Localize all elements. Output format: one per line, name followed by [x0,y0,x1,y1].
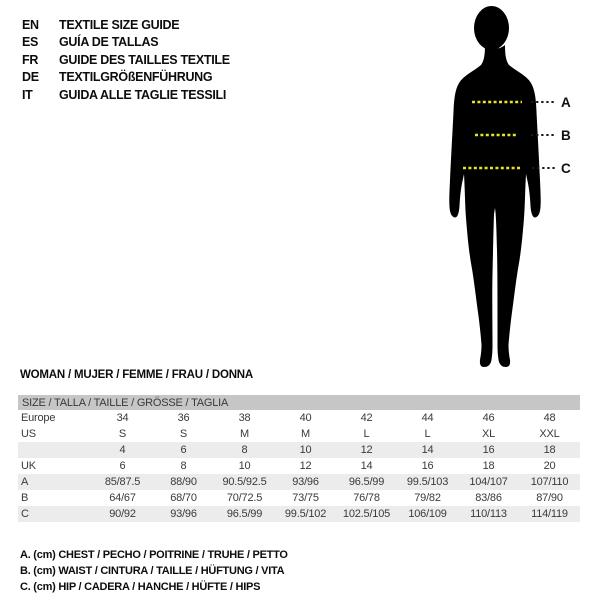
language-code: FR [22,52,39,67]
size-cell: 14 [421,444,434,456]
size-cell: 87/90 [536,492,563,504]
size-cell: 104/107 [469,476,508,488]
language-code: EN [22,17,39,32]
measurement-legend [20,547,288,595]
size-cell: M [240,428,249,440]
row-label: Europe [21,412,56,424]
size-cell: 4 [119,444,126,456]
table-row [18,426,580,442]
size-cell: 16 [482,444,495,456]
legend-line: C. (cm) HIP / CADERA / HANCHE / HÜFTE / HIPS [20,581,261,593]
language-row [22,51,230,69]
size-cell: S [118,428,127,440]
language-row [22,34,230,52]
size-cell: 8 [241,444,248,456]
size-cell: 6 [180,444,187,456]
size-cell: XL [481,428,496,440]
size-cell: 90/92 [109,508,136,520]
language-title: TEXTILE SIZE GUIDE [59,17,180,32]
language-row [22,86,230,104]
size-cell: 70/72.5 [226,492,263,504]
language-title: TEXTILGRÖßENFÜHRUNG [59,70,213,85]
size-cell: L [363,428,370,440]
size-cell: XXL [539,428,560,440]
size-cell: 83/86 [475,492,502,504]
size-table-header: SIZE / TALLA / TAILLE / GRÖSSE / TAGLIA [18,395,580,410]
size-table-body [18,410,580,522]
marker-label-c: C [561,161,571,176]
size-cell: 14 [360,460,373,472]
size-cell: 93/96 [292,476,319,488]
table-row [18,506,580,522]
size-cell: 12 [360,444,373,456]
silhouette-shape [449,6,540,367]
size-cell: 18 [543,444,556,456]
size-cell: 12 [299,460,312,472]
size-cell: 107/110 [530,476,569,488]
language-code: IT [22,87,33,102]
size-cell: L [424,428,431,440]
size-cell: 34 [116,412,129,424]
woman-silhouette-svg [430,0,590,372]
size-cell: 76/78 [353,492,380,504]
row-label: US [21,428,36,440]
size-cell: 110/113 [470,508,507,520]
size-cell: 64/67 [109,492,136,504]
table-row [18,458,580,474]
table-row [18,410,580,426]
size-cell: 114/119 [531,508,568,520]
size-cell: 44 [421,412,434,424]
size-cell: 36 [177,412,190,424]
language-guide-list [22,16,230,104]
size-cell: 16 [421,460,434,472]
size-cell: 10 [238,460,251,472]
marker-label-b: B [561,128,571,143]
size-cell: 90.5/92.5 [222,476,267,488]
language-code: ES [22,35,39,50]
language-title: GUIDA ALLE TAGLIE TESSILI [59,87,227,102]
size-cell: 73/75 [292,492,319,504]
row-label: C [21,508,29,520]
size-cell: 20 [543,460,556,472]
size-cell: 99.5/102 [284,508,327,520]
table-row [18,442,580,458]
size-cell: 96.5/99 [348,476,385,488]
size-cell: M [301,428,310,440]
legend-line: A. (cm) CHEST / PECHO / POITRINE / TRUHE / PETTO [20,549,288,561]
size-cell: 46 [482,412,495,424]
language-row [22,69,230,87]
language-title: GUIDE DES TAILLES TEXTILE [59,52,230,67]
language-title: GUÍA DE TALLAS [59,35,159,50]
size-cell: 18 [482,460,495,472]
size-cell: 48 [543,412,556,424]
size-cell: 106/109 [408,508,447,520]
size-cell: 88/90 [170,476,197,488]
size-cell: 40 [299,412,312,424]
size-cell: 42 [360,412,373,424]
woman-silhouette-figure [430,0,590,372]
row-label: UK [21,460,36,472]
size-cell: 79/82 [414,492,441,504]
table-row [18,490,580,506]
language-code: DE [22,70,39,85]
language-row [22,16,230,34]
row-label: A [21,476,29,488]
size-cell: 6 [119,460,126,472]
size-cell: 102.5/105 [342,508,391,520]
size-cell: 68/70 [170,492,197,504]
size-cell: 99.5/103 [406,476,449,488]
section-title-woman: WOMAN / MUJER / FEMME / FRAU / DONNA [20,369,254,381]
marker-label-a: A [561,95,571,110]
size-cell: 96.5/99 [226,508,263,520]
size-cell: 10 [299,444,312,456]
size-table [18,395,580,522]
size-cell: 8 [180,460,187,472]
table-row [18,474,580,490]
size-cell: 85/87.5 [104,476,141,488]
size-cell: 93/96 [170,508,197,520]
size-cell: S [179,428,188,440]
row-label: B [21,492,29,504]
legend-line: B. (cm) WAIST / CINTURA / TAILLE / HÜFTUNG / VITA [20,565,285,577]
size-cell: 38 [238,412,251,424]
